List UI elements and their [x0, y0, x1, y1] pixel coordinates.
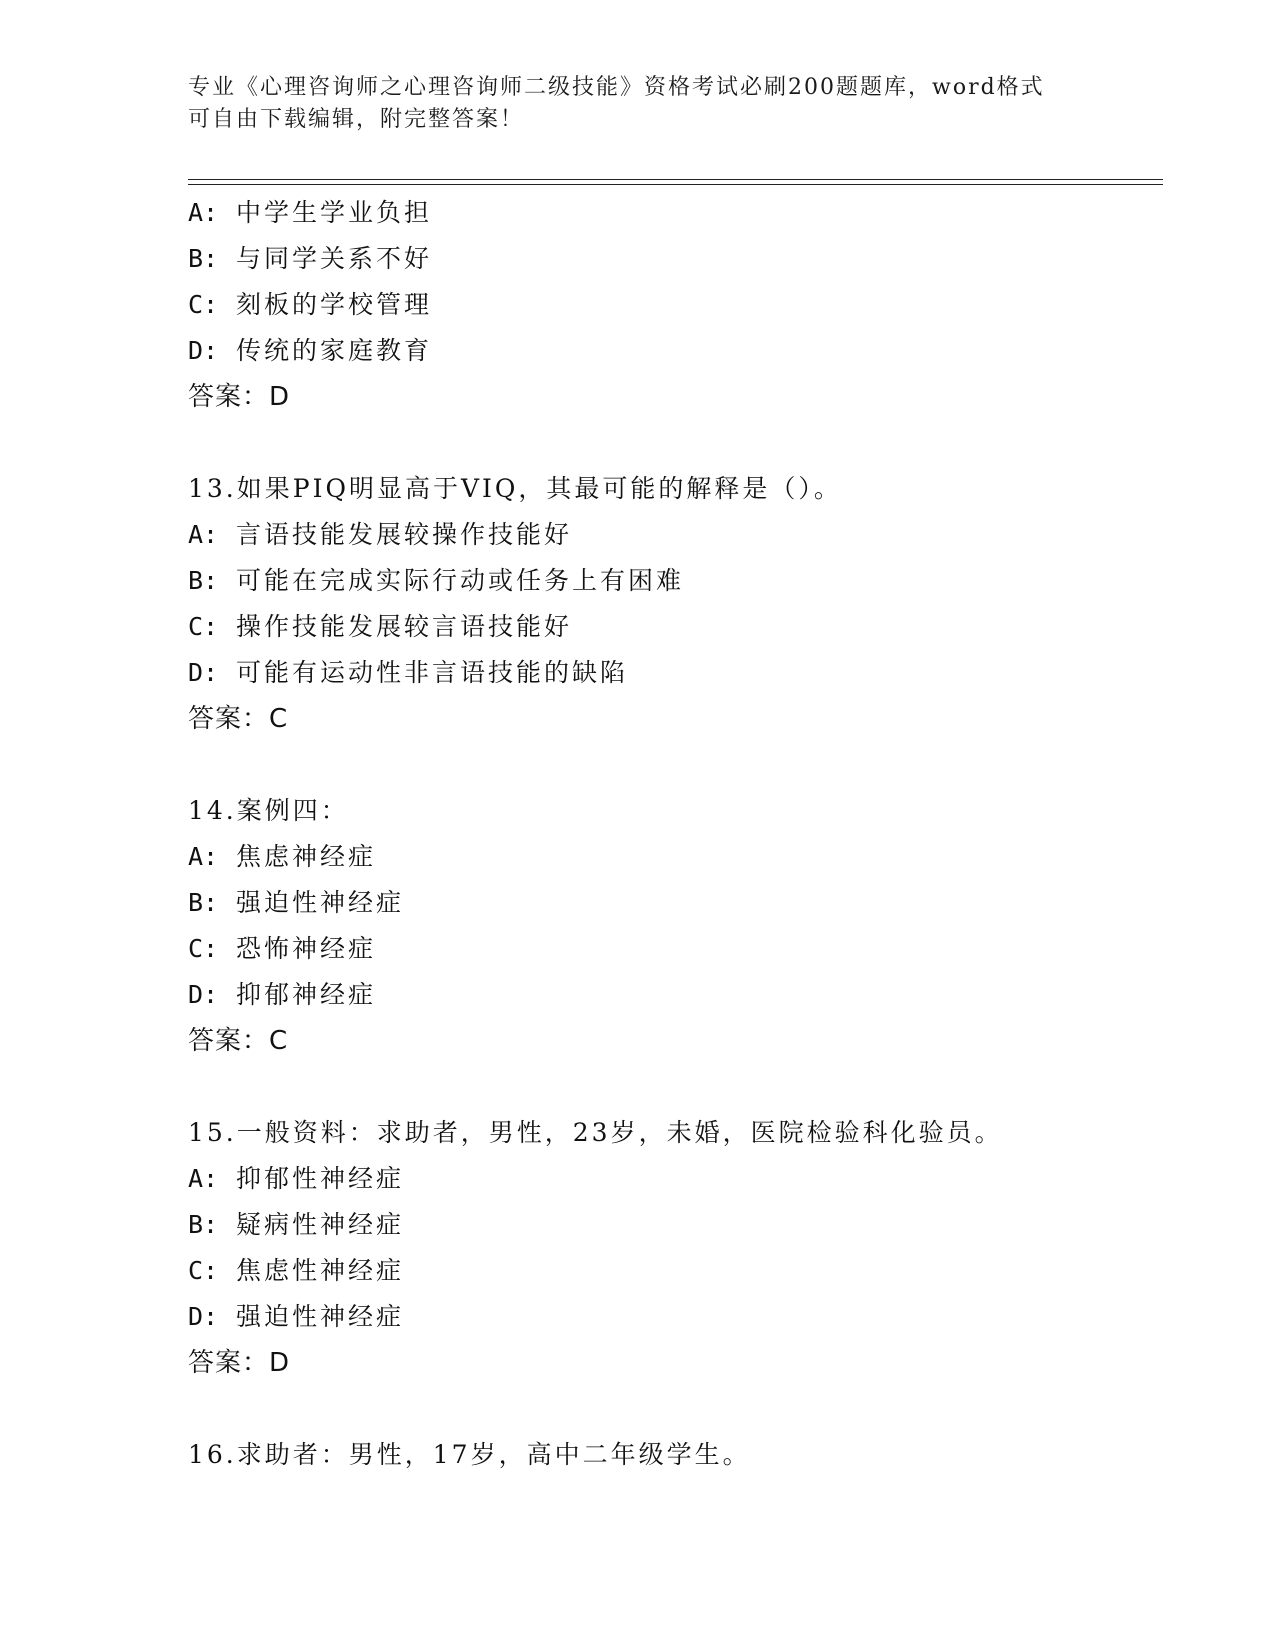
question-14: [188, 788, 1148, 1064]
option-c: C: 恐怖神经症: [188, 934, 377, 963]
question-list: [188, 190, 1148, 1478]
answer-line: 答案：C: [188, 1026, 289, 1056]
header-line-2: 可自由下载编辑，附完整答案！: [188, 107, 525, 132]
option-b: B: 可能在完成实际行动或任务上有困难: [188, 566, 685, 595]
question-title: 14.案例四：: [188, 796, 349, 825]
option-c: C: 操作技能发展较言语技能好: [188, 612, 573, 641]
question-title: 15.一般资料：求助者，男性，23岁，未婚，医院检验科化验员。: [188, 1118, 1003, 1147]
option-d: D: 抑郁神经症: [188, 980, 377, 1009]
header-line-1: 专业《心理咨询师之心理咨询师二级技能》资格考试必刷200题题库，word格式: [188, 75, 1045, 100]
option-d: D: 传统的家庭教育: [188, 336, 433, 365]
option-c: C: 刻板的学校管理: [188, 290, 433, 319]
question-title: 16.求助者：男性，17岁，高中二年级学生。: [188, 1440, 751, 1469]
question-15: [188, 1110, 1148, 1386]
question-16: [188, 1432, 1148, 1478]
option-c: C: 焦虑性神经症: [188, 1256, 405, 1285]
question-title: 13.如果PIQ明显高于VIQ，其最可能的解释是（）。: [188, 474, 842, 503]
document-header: [188, 72, 1088, 136]
option-a: A: 抑郁性神经症: [188, 1164, 405, 1193]
header-divider-top: [188, 179, 1163, 180]
option-d: D: 可能有运动性非言语技能的缺陷: [188, 658, 629, 687]
header-divider-bottom: [188, 184, 1163, 185]
option-a: A: 焦虑神经症: [188, 842, 377, 871]
option-b: B: 强迫性神经症: [188, 888, 405, 917]
option-a: A: 中学生学业负担: [188, 198, 433, 227]
question-12: [188, 190, 1148, 420]
option-d: D: 强迫性神经症: [188, 1302, 405, 1331]
question-13: [188, 466, 1148, 742]
answer-line: 答案：D: [188, 1348, 291, 1378]
option-b: B: 疑病性神经症: [188, 1210, 405, 1239]
answer-line: 答案：D: [188, 382, 291, 412]
option-a: A: 言语技能发展较操作技能好: [188, 520, 573, 549]
option-b: B: 与同学关系不好: [188, 244, 433, 273]
answer-line: 答案：C: [188, 704, 289, 734]
